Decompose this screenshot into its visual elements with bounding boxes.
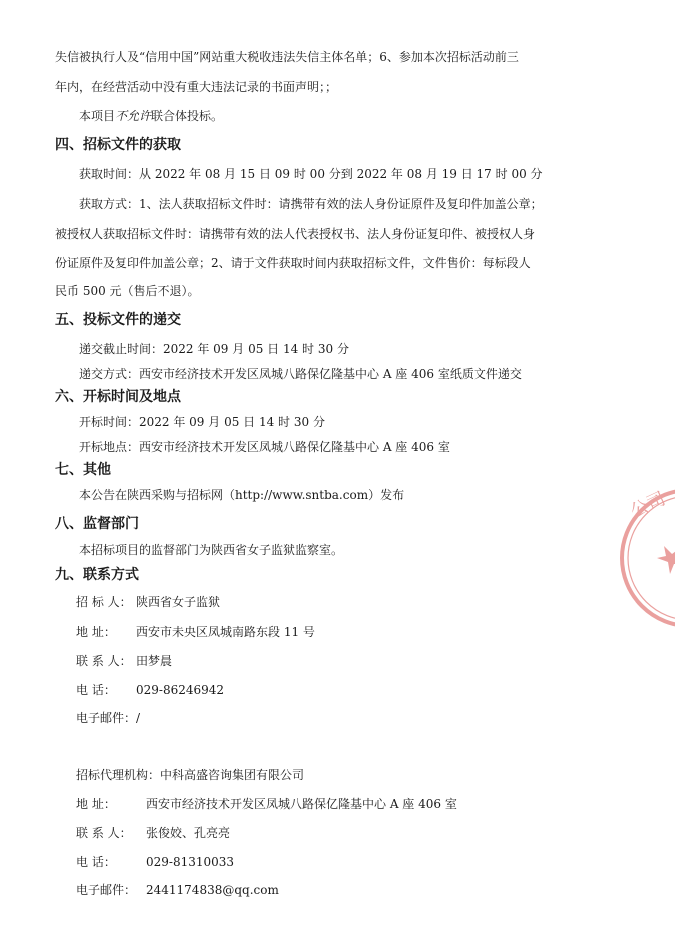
tenderer-label: 招 标 人： <box>76 595 132 609</box>
tenderer-contact-label: 联 系 人： <box>76 654 132 668</box>
agency-contact: 张俊姣、孔亮亮 <box>146 826 231 840</box>
agency-phone-label: 电 话： <box>76 855 116 869</box>
obtain-method-line-2: 被授权人获取招标文件时：请携带有效的法人代表授权书、法人身份证复印件、被授权人身 <box>55 227 536 241</box>
agency-label: 招标代理机构： <box>76 768 161 782</box>
obtain-method-line-4: 民币 500 元（售后不退）。 <box>55 284 200 298</box>
section-6-heading: 六、开标时间及地点 <box>55 389 181 405</box>
seal-star-icon <box>657 546 675 574</box>
tenderer-email-label: 电子邮件： <box>76 711 137 725</box>
supervision-text: 本招标项目的监督部门为陕西省女子监狱监察室。 <box>79 543 344 557</box>
obtain-time: 获取时间：从 2022 年 08 月 15 日 09 时 00 分到 2022 年 08 月 19 日 17 时 00 分 <box>79 167 543 181</box>
section-4-heading: 四、招标文件的获取 <box>55 137 181 153</box>
submission-method: 递交方式：西安市经济技术开发区凤城八路保亿隆基中心 A 座 406 室纸质文件递交 <box>79 367 522 381</box>
submission-deadline: 递交截止时间：2022 年 09 月 05 日 14 时 30 分 <box>79 342 349 356</box>
section-5-heading: 五、投标文件的递交 <box>55 312 181 328</box>
consortium-statement <box>79 108 223 124</box>
seal-text: 公司 <box>627 488 669 523</box>
tenderer-contact: 田梦晨 <box>136 654 173 668</box>
agency-email: 2441174838@qq.com <box>146 883 279 897</box>
publication-note: 本公告在陕西采购与招标网（http://www.sntba.com）发布 <box>79 488 405 502</box>
agency-email-label: 电子邮件： <box>76 883 137 897</box>
tenderer-name: 陕西省女子监狱 <box>136 595 221 609</box>
consortium-suffix: 联合体投标。 <box>151 109 224 123</box>
intro-line-2: 年内，在经营活动中没有重大违法记录的书面声明；； <box>55 80 338 94</box>
agency-phone: 029-81310033 <box>146 855 235 869</box>
company-seal <box>612 478 675 638</box>
section-7-heading: 七、其他 <box>55 462 111 478</box>
agency-name: 中科高盛咨询集团有限公司 <box>160 768 305 782</box>
section-8-heading: 八、监督部门 <box>55 516 139 532</box>
consortium-italic: 不允许 <box>115 109 152 123</box>
opening-time: 开标时间：2022 年 09 月 05 日 14 时 30 分 <box>79 415 325 429</box>
agency-address-label: 地 址： <box>76 797 116 811</box>
consortium-prefix: 本项目 <box>79 109 116 123</box>
obtain-method-line-1: 获取方式：1、法人获取招标文件时：请携带有效的法人身份证原件及复印件加盖公章； <box>79 197 543 211</box>
tenderer-email: / <box>136 711 141 725</box>
agency-address: 西安市经济技术开发区凤城八路保亿隆基中心 A 座 406 室 <box>146 797 457 811</box>
section-9-heading: 九、联系方式 <box>55 567 139 583</box>
agency-contact-label: 联 系 人： <box>76 826 132 840</box>
tenderer-phone-label: 电 话： <box>76 683 116 697</box>
opening-place: 开标地点：西安市经济技术开发区凤城八路保亿隆基中心 A 座 406 室 <box>79 440 450 454</box>
tenderer-address: 西安市未央区凤城南路东段 11 号 <box>136 625 315 639</box>
tenderer-address-label: 地 址： <box>76 625 116 639</box>
tenderer-phone: 029-86246942 <box>136 683 225 697</box>
intro-line-1: 失信被执行人及“信用中国”网站重大税收违法失信主体名单；6、参加本次招标活动前三 <box>55 50 519 64</box>
obtain-method-line-3: 份证原件及复印件加盖公章；2、请于文件获取时间内获取招标文件，文件售价：每标段人 <box>55 256 531 270</box>
